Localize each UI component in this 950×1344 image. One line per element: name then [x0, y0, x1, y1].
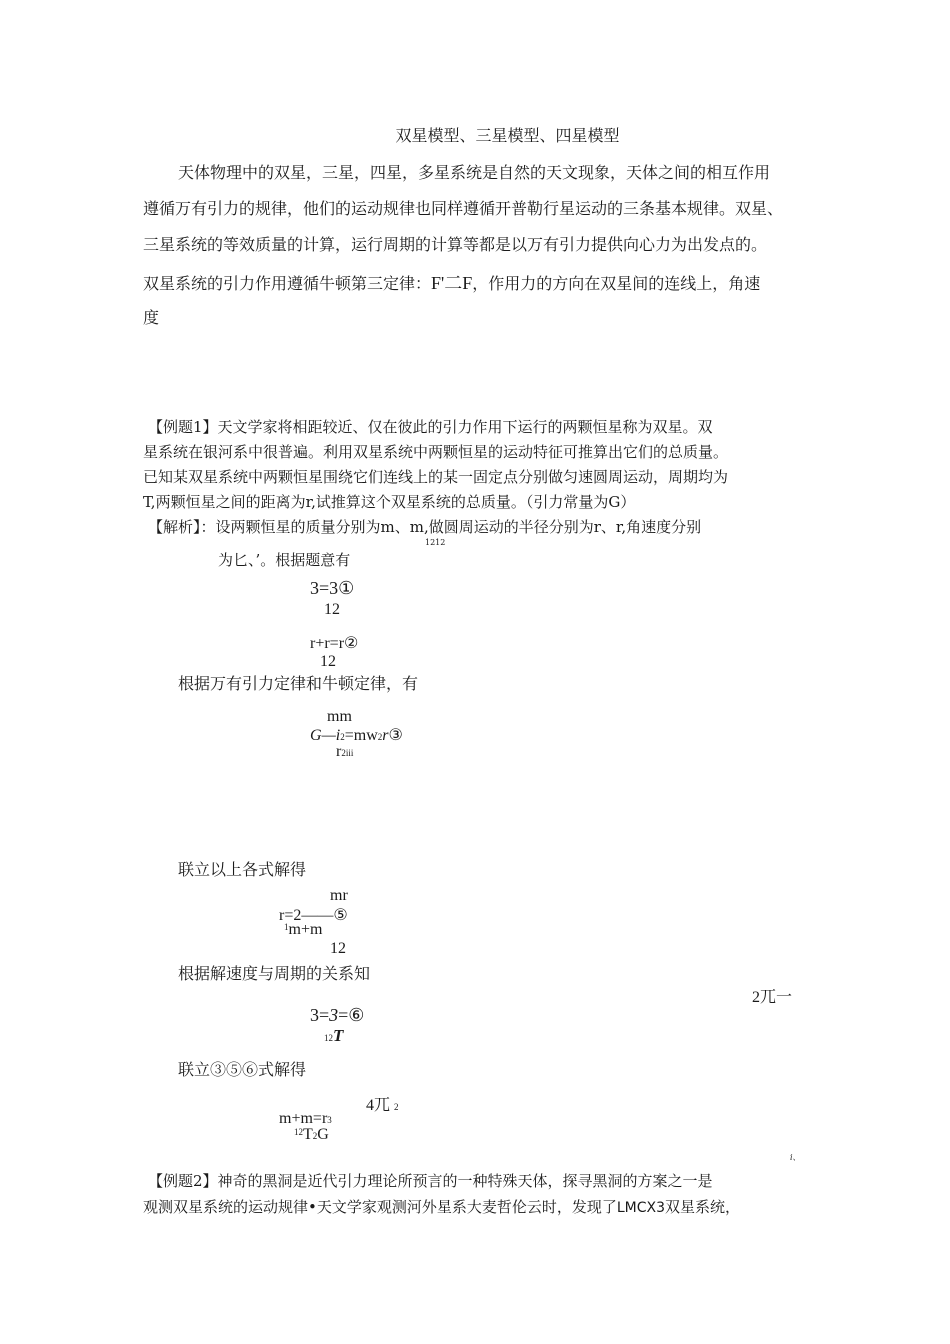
- equation-3: [310, 725, 403, 745]
- equation-2: r+r=r②: [310, 635, 359, 652]
- equation-3-radius: r: [382, 727, 389, 744]
- stray-mark: i、: [790, 1153, 801, 1162]
- intro-line-5: 度: [143, 308, 160, 327]
- intro-line-4: [143, 269, 760, 295]
- newton-third-law-formula: F'二F: [431, 273, 473, 293]
- intro-line-4-text-b: ，作用力的方向在双星间的连线上，角速: [472, 274, 761, 293]
- equation-3-rhs: =mw: [344, 727, 378, 744]
- gravitational-constant: G: [310, 727, 322, 744]
- intro-line-2: 遵循万有引力的规律，他们的运动规律也同样遵循开普勒行星运动的三条基本规律。双星、: [143, 199, 784, 218]
- equation-5-subscript: 12: [330, 940, 346, 957]
- equation-6-sub: 12: [324, 1033, 333, 1043]
- equation-3-denominator-r: r: [336, 743, 342, 760]
- equation-7-denominator-sub: 2: [312, 1131, 318, 1141]
- equation-7-numerator: [366, 1092, 399, 1115]
- equation-6-italic: 3: [329, 1005, 339, 1025]
- equation-1: 3=3①: [310, 578, 355, 598]
- example1-line-4: T,两颗恒星之间的距离为r,试推算这个双星系统的总质量。（引力常量为G）: [143, 493, 636, 511]
- equation-6-side-term: 2兀一: [752, 989, 793, 1006]
- example1-line-2: 星系统在银河系中很普遍。利用双星系统中两颗恒星的运动特征可推算出它们的总质量。: [143, 443, 729, 461]
- equation-2-subscript: 12: [320, 653, 336, 670]
- analysis-subscript: 1212: [425, 538, 446, 547]
- solve-text-2: 联立③⑤⑥式解得: [178, 1060, 307, 1079]
- example1-line-3: 已知某双星系统中两颗恒星围绕它们连线上的某一固定点分别做匀速圆周运动，周期均为: [143, 468, 729, 486]
- example2-line-2-text-a: 观测双星系统的运动规律•天文学家观测河外星系大麦哲伦云时，发现了: [143, 1198, 617, 1216]
- example1-line-1: 【例题1】天文学家将相距较近、仅在彼此的引力作用下运行的两颗恒星称为双星。双: [148, 418, 713, 436]
- intro-line-3: 三星系统的等效质量的计算，运行周期的计算等都是以万有引力提供向心力为出发点的。: [143, 235, 768, 254]
- solve-text-1: 联立以上各式解得: [178, 860, 307, 879]
- equation-6: [310, 1005, 364, 1026]
- equation-5-denominator: [284, 921, 322, 939]
- example2-line-1: 【例题2】神奇的黑洞是近代引力理论所预言的一种特殊天体，探寻黑洞的方案之一是: [148, 1172, 713, 1190]
- equation-3-sub-b: 2: [377, 732, 383, 742]
- equation-7-denominator: [294, 1126, 329, 1144]
- equation-3-sub-a: 2: [340, 732, 345, 742]
- equation-7-numerator-sub: 2: [394, 1102, 399, 1112]
- equation-6-lhs: 3=: [310, 1005, 330, 1025]
- example2-line-2-text-c: 双星系统，: [665, 1198, 741, 1216]
- equation-7-main-sub: 3: [327, 1115, 332, 1125]
- equation-7-denominator-t: T: [303, 1126, 313, 1143]
- equation-3-denominator-sub: 2iii: [341, 748, 354, 758]
- gravitation-law-text: 根据万有引力定律和牛顿定律，有: [178, 674, 419, 693]
- lmcx3-label: LMCX3: [616, 1200, 666, 1216]
- equation-5: r=2——⑤: [279, 907, 348, 924]
- equation-7-denominator-g: G: [317, 1126, 329, 1143]
- intro-line-1: 天体物理中的双星，三星，四星，多星系统是自然的天文现象，天体之间的相互作用: [178, 163, 771, 182]
- equation-5-denominator-text: m+m: [288, 921, 323, 938]
- intro-line-4-text-a: 双星系统的引力作用遵循牛顿第三定律：: [143, 274, 432, 293]
- equation-7-main: m+m=r: [279, 1110, 328, 1127]
- equation-3-number: ③: [388, 727, 403, 744]
- example2-line-2: [143, 1196, 740, 1217]
- equation-3-denominator: [336, 743, 353, 761]
- analysis-continuation: 为匕、’。根据题意有: [218, 551, 351, 569]
- equation-6-subscript: [324, 1026, 343, 1046]
- relation-text: 根据解速度与周期的关系知: [178, 964, 371, 983]
- equation-5-denominator-sup: 1: [284, 922, 289, 932]
- equation-3-fraction-bar: —i: [321, 727, 341, 744]
- equation-6-end: =⑥: [338, 1005, 365, 1025]
- equation-3-numerator: mm: [327, 708, 352, 725]
- equation-7-numerator-text: 4兀: [366, 1097, 391, 1114]
- analysis-line: 【解析】：设两颗恒星的质量分别为m、m,做圆周运动的半径分别为r、r,角速度分别: [148, 518, 702, 536]
- page-title: 双星模型、三星模型、四星模型: [395, 126, 620, 145]
- period-symbol: T: [333, 1026, 344, 1045]
- equation-7-denominator-sup: 12: [294, 1127, 303, 1137]
- equation-1-subscript: 12: [324, 601, 340, 618]
- equation-5-numerator: mr: [330, 887, 348, 904]
